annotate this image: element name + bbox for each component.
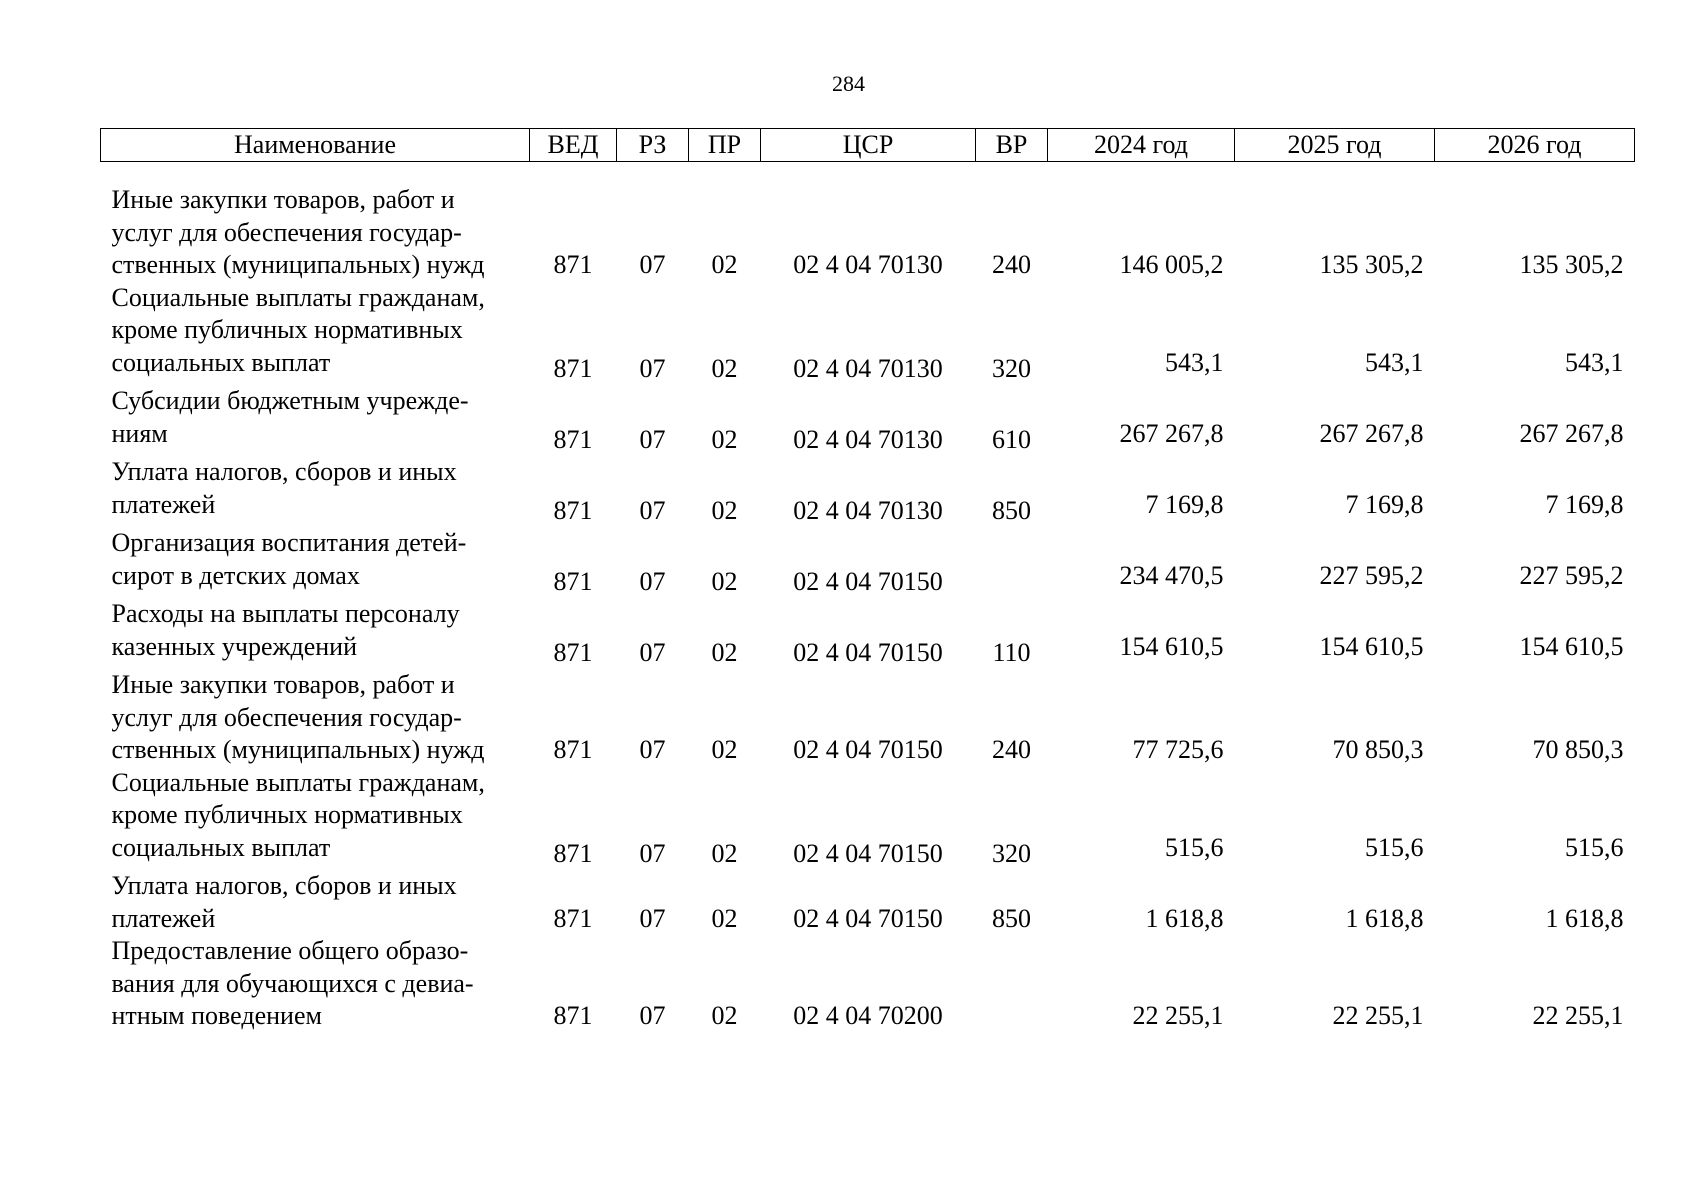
column-header-vr: ВР	[976, 129, 1048, 162]
row-value-2026: 154 610,5	[1519, 631, 1624, 661]
row-csr: 02 4 04 70150	[793, 566, 943, 596]
row-vr: 240	[992, 250, 1031, 279]
row-name	[101, 527, 530, 598]
row-ved: 871	[553, 353, 593, 383]
row-vr: 320	[992, 838, 1031, 868]
row-value-2025: 22 255,1	[1332, 1001, 1424, 1030]
row-pr: 02	[711, 250, 738, 279]
row-csr: 02 4 04 70150	[793, 838, 943, 868]
table-row	[101, 598, 1635, 669]
table-row	[101, 282, 1635, 386]
row-ved: 871	[553, 566, 593, 596]
row-name-line: кроме публичных нормативных	[111, 800, 463, 829]
row-rz: 07	[639, 903, 666, 933]
row-ved: 871	[553, 735, 593, 764]
row-csr: 02 4 04 70130	[793, 250, 943, 279]
row-ved: 871	[553, 495, 593, 525]
row-pr: 02	[711, 495, 738, 525]
row-name-line: Уплата налогов, сборов и иных	[111, 871, 457, 900]
row-name-line: ственных (муниципальных) нужд	[111, 735, 485, 764]
row-name-line: кроме публичных нормативных	[111, 315, 463, 344]
row-csr: 02 4 04 70150	[793, 903, 943, 933]
row-value-2026: 70 850,3	[1532, 735, 1624, 764]
row-vr: 110	[992, 637, 1031, 667]
row-name-line: Уплата налогов, сборов и иных	[111, 457, 457, 486]
row-name	[101, 870, 530, 935]
row-vr: 610	[992, 424, 1031, 454]
row-value-2026: 22 255,1	[1532, 1001, 1624, 1030]
row-value-2024: 267 267,8	[1119, 418, 1224, 448]
row-value-2024: 234 470,5	[1119, 560, 1224, 590]
column-header-2025: 2025 год	[1235, 129, 1435, 162]
row-ved: 871	[553, 838, 593, 868]
row-name-line: Предоставление общего образо-	[111, 936, 469, 965]
row-name-line: нтным поведением	[111, 1001, 322, 1030]
row-value-2025: 267 267,8	[1319, 418, 1424, 448]
row-rz: 07	[639, 566, 666, 596]
row-csr: 02 4 04 70150	[793, 735, 943, 764]
row-name	[101, 767, 530, 871]
row-ved: 871	[553, 903, 593, 933]
row-value-2024: 146 005,2	[1119, 250, 1224, 279]
row-name-line: услуг для обеспечения государ-	[111, 217, 462, 247]
row-pr: 02	[711, 353, 738, 383]
row-value-2024: 77 725,6	[1132, 735, 1224, 764]
row-value-2025: 154 610,5	[1319, 631, 1424, 661]
row-name	[101, 669, 530, 767]
row-pr: 02	[711, 838, 738, 868]
row-ved: 871	[553, 424, 593, 454]
row-rz: 07	[639, 1001, 666, 1030]
row-pr: 02	[711, 424, 738, 454]
row-value-2025: 515,6	[1365, 832, 1424, 862]
row-name-line: платежей	[111, 903, 216, 933]
row-name	[101, 598, 530, 669]
column-header-rz: РЗ	[617, 129, 689, 162]
table-body	[101, 162, 1635, 1033]
row-pr: 02	[711, 637, 738, 667]
table-row	[101, 184, 1635, 282]
row-value-2026: 135 305,2	[1519, 250, 1624, 279]
row-value-2026: 1 618,8	[1545, 903, 1624, 933]
row-csr: 02 4 04 70130	[793, 424, 943, 454]
row-csr: 02 4 04 70130	[793, 353, 943, 383]
row-ved: 871	[553, 1001, 593, 1030]
column-header-pr: ПР	[689, 129, 761, 162]
table-header	[101, 129, 1635, 162]
row-value-2024: 515,6	[1165, 832, 1224, 862]
row-csr: 02 4 04 70150	[793, 637, 943, 667]
row-name-line: Социальные выплаты гражданам,	[111, 282, 485, 312]
row-value-2025: 1 618,8	[1345, 903, 1424, 933]
row-value-2024: 1 618,8	[1145, 903, 1224, 933]
row-pr: 02	[711, 735, 738, 764]
row-name-line: Расходы на выплаты персоналу	[111, 599, 460, 628]
row-name	[101, 184, 530, 282]
column-header-2026: 2026 год	[1435, 129, 1635, 162]
row-vr: 850	[992, 903, 1031, 933]
column-header-2024: 2024 год	[1048, 129, 1235, 162]
row-value-2025: 7 169,8	[1345, 489, 1424, 519]
row-name	[101, 456, 530, 527]
table-row	[101, 870, 1635, 935]
row-value-2025: 70 850,3	[1332, 735, 1424, 764]
row-value-2025: 135 305,2	[1319, 250, 1424, 279]
column-header-name: Наименование	[101, 129, 530, 162]
row-ved: 871	[553, 637, 593, 667]
row-name-line: социальных выплат	[111, 832, 331, 862]
row-name-line: Иные закупки товаров, работ и	[111, 670, 455, 699]
row-rz: 07	[639, 637, 666, 667]
row-pr: 02	[711, 903, 738, 933]
row-name-line: казенных учреждений	[111, 631, 357, 661]
row-name	[101, 282, 530, 386]
table-row	[101, 935, 1635, 1033]
row-pr: 02	[711, 566, 738, 596]
column-header-csr: ЦСР	[761, 129, 976, 162]
row-name-line: Субсидии бюджетным учрежде-	[111, 386, 469, 415]
row-rz: 07	[639, 495, 666, 525]
row-rz: 07	[639, 735, 666, 764]
row-value-2024: 7 169,8	[1145, 489, 1224, 519]
row-rz: 07	[639, 838, 666, 868]
row-name-line: Социальные выплаты гражданам,	[111, 767, 485, 797]
row-rz: 07	[639, 424, 666, 454]
spacer-row	[101, 162, 1635, 185]
table-row	[101, 385, 1635, 456]
row-vr: 850	[992, 495, 1031, 525]
row-ved: 871	[553, 250, 593, 279]
column-header-ved: ВЕД	[530, 129, 617, 162]
row-value-2024: 22 255,1	[1132, 1001, 1224, 1030]
budget-table	[100, 128, 1635, 1033]
row-value-2026: 267 267,8	[1519, 418, 1624, 448]
table-row	[101, 767, 1635, 871]
row-value-2025: 227 595,2	[1319, 560, 1424, 590]
row-name-line: ниям	[111, 418, 168, 448]
row-value-2026: 7 169,8	[1545, 489, 1624, 519]
row-vr	[976, 527, 1048, 598]
table-row	[101, 669, 1635, 767]
row-value-2024: 543,1	[1165, 347, 1224, 377]
row-value-2026: 227 595,2	[1519, 560, 1624, 590]
row-name-line: сирот в детских домах	[111, 560, 360, 590]
row-pr: 02	[711, 1001, 738, 1030]
row-name-line: ственных (муниципальных) нужд	[111, 250, 485, 279]
row-value-2026: 515,6	[1565, 832, 1624, 862]
row-name-line: услуг для обеспечения государ-	[111, 702, 462, 732]
row-csr: 02 4 04 70130	[793, 495, 943, 525]
row-value-2026: 543,1	[1565, 347, 1624, 377]
row-csr: 02 4 04 70200	[793, 1001, 943, 1030]
row-name	[101, 935, 530, 1033]
row-name-line: Иные закупки товаров, работ и	[111, 185, 455, 214]
row-name-line: Организация воспитания детей-	[111, 528, 467, 557]
row-rz: 07	[639, 353, 666, 383]
row-value-2024: 154 610,5	[1119, 631, 1224, 661]
row-name-line: вания для обучающихся с девиа-	[111, 968, 474, 998]
row-name-line: платежей	[111, 489, 216, 519]
table-row	[101, 527, 1635, 598]
row-value-2025: 543,1	[1365, 347, 1424, 377]
row-name-line: социальных выплат	[111, 347, 331, 377]
page-number: 284	[832, 71, 865, 96]
row-vr	[976, 935, 1048, 1033]
table-row	[101, 456, 1635, 527]
row-vr: 320	[992, 353, 1031, 383]
row-rz: 07	[639, 250, 666, 279]
row-vr: 240	[992, 735, 1031, 764]
row-name	[101, 385, 530, 456]
